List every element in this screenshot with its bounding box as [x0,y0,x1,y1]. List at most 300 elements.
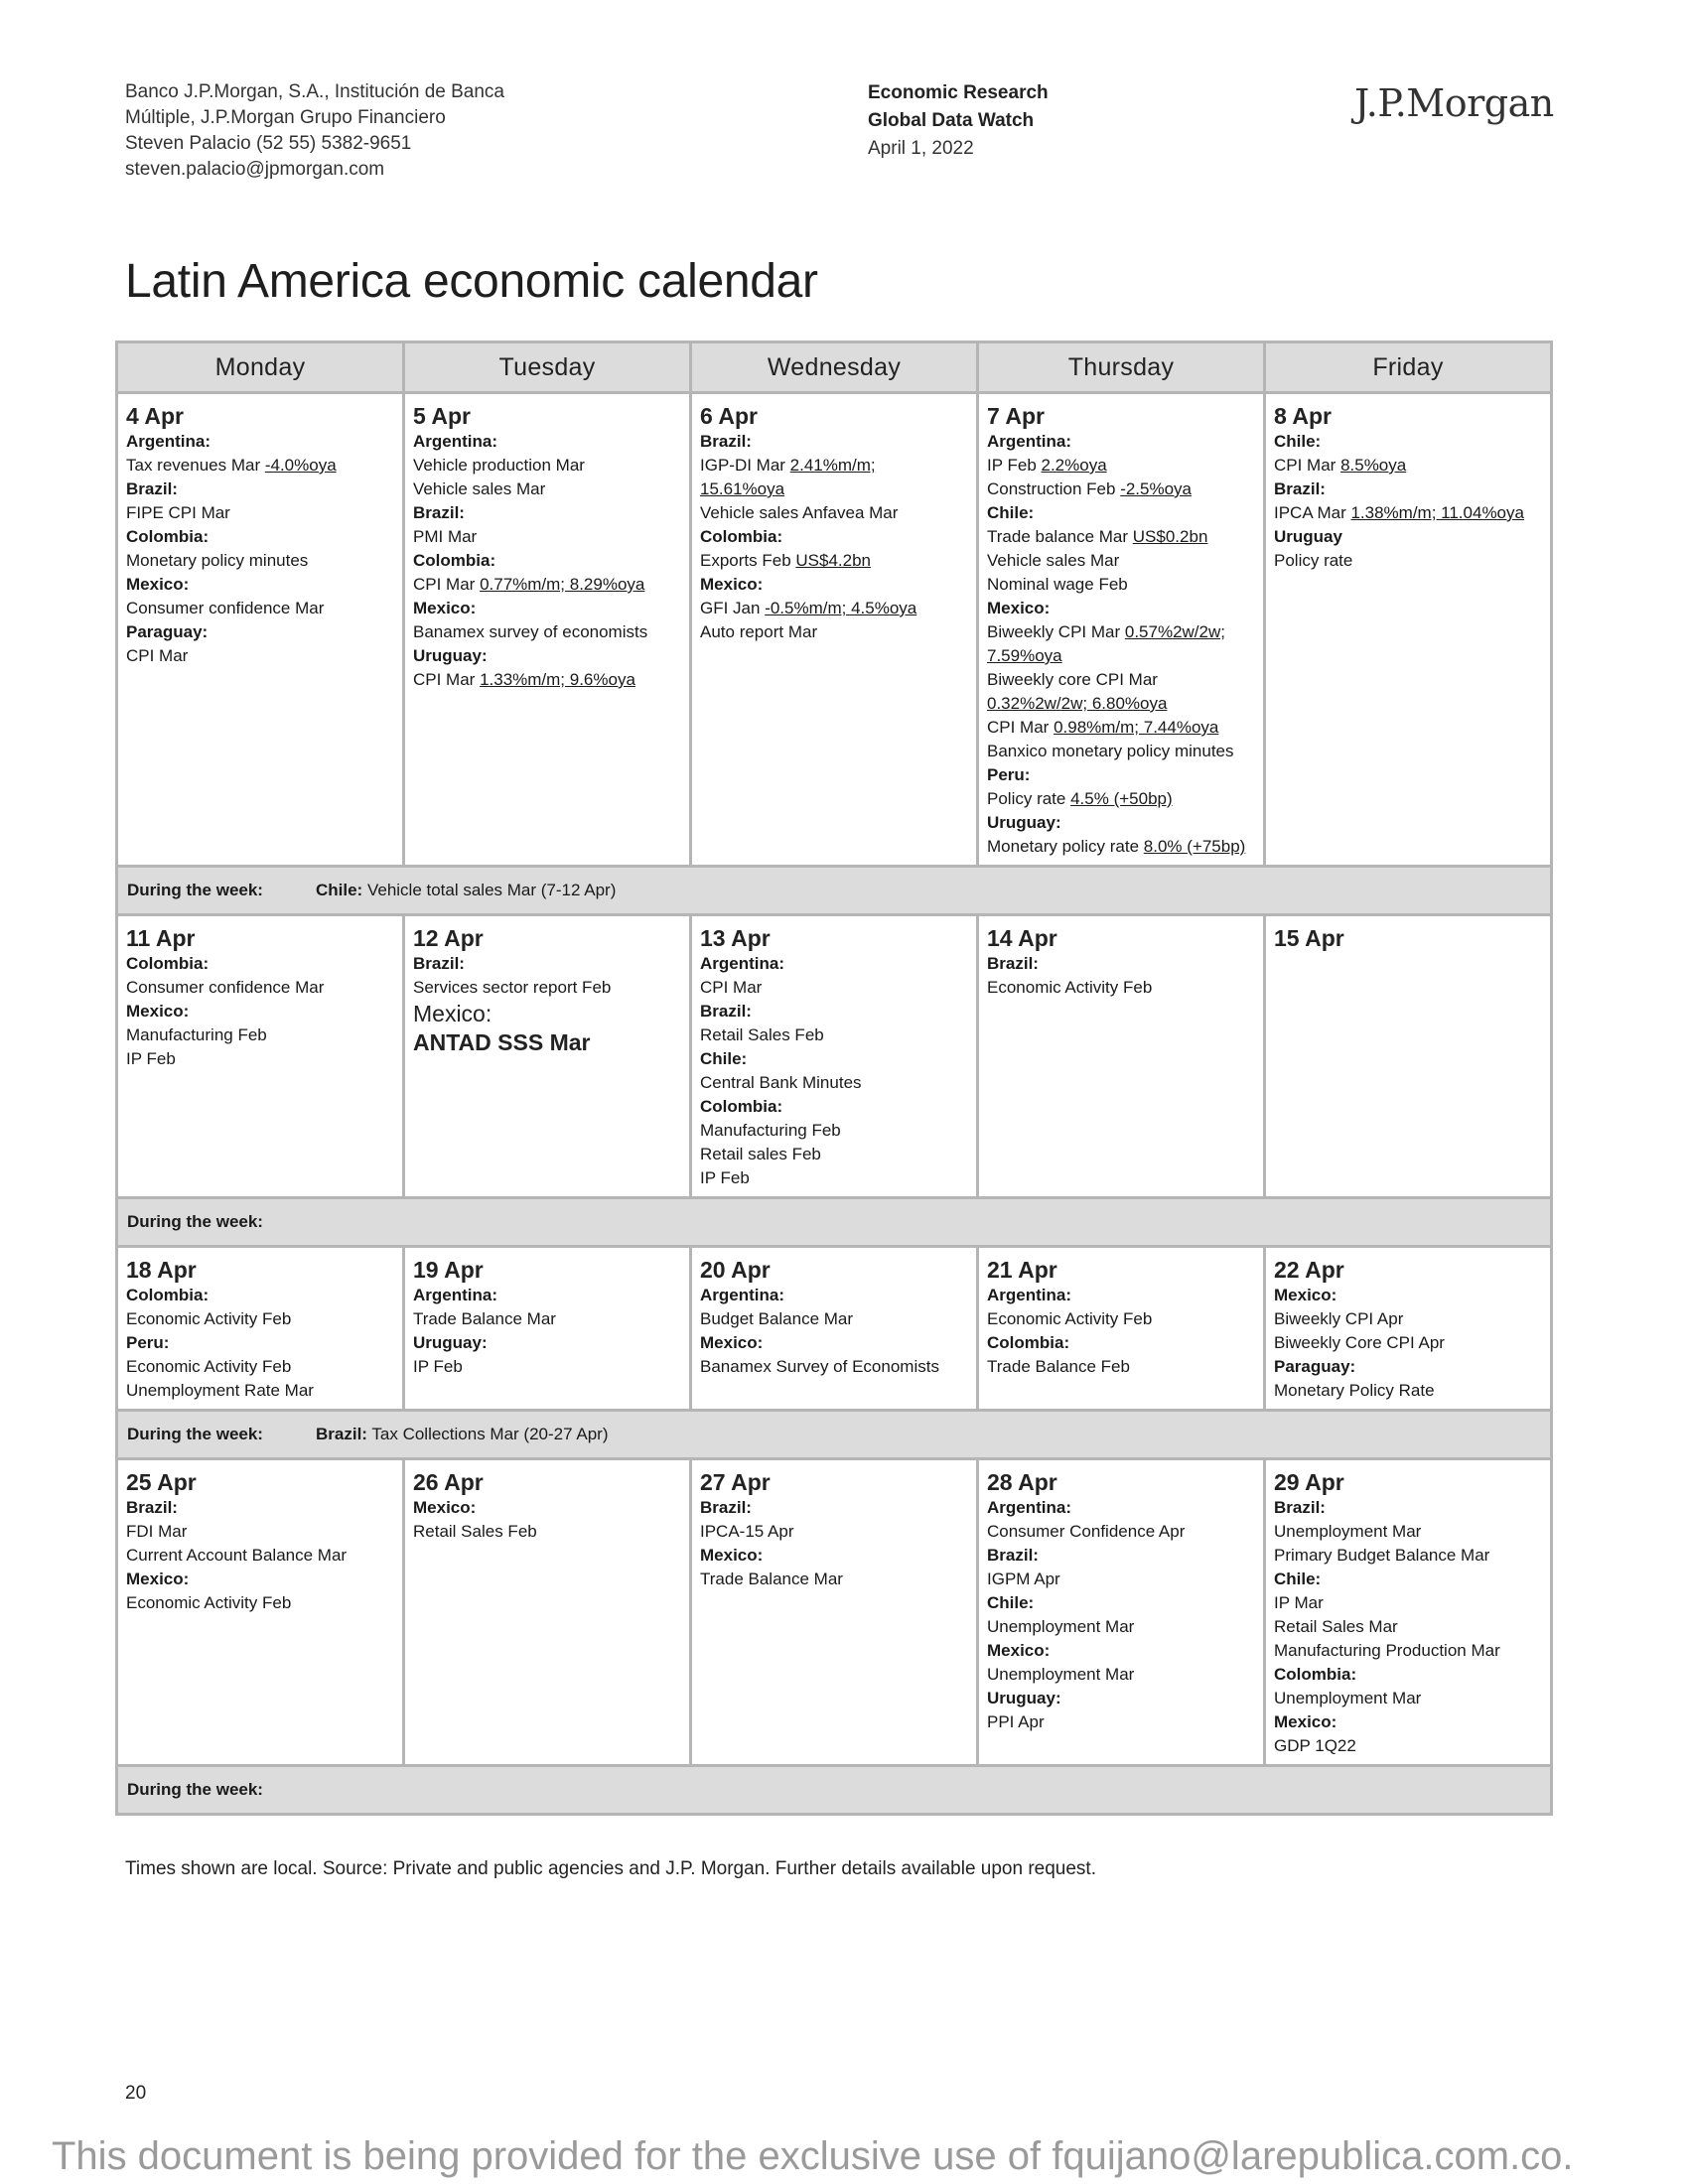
indicator-name: Policy rate [987,789,1071,808]
day-cell [979,916,1263,1196]
calendar-entry [1274,1307,1542,1331]
calendar-entry [700,454,968,478]
indicator-name: CPI Mar [700,978,763,997]
during-week-cell [118,1412,1550,1457]
indicator-name: FIPE CPI Mar [126,503,230,522]
during-week-text: Vehicle total sales Mar (7-12 Apr) [362,881,617,899]
during-week-country: Brazil: [316,1425,367,1443]
day-cell [979,1460,1263,1764]
day-cell-content [692,1460,976,1597]
calendar-entry-large: Mexico: [413,1001,492,1026]
calendar-entry [700,597,968,620]
day-cell-content [979,1248,1263,1385]
calendar-entry [126,1520,394,1544]
day-cell [692,916,976,1196]
jpmorgan-logo: J.P.Morgan [1354,81,1554,125]
indicator-value: 1.38%m/m; 11.04%oya [1350,503,1524,522]
during-week-row [118,1412,1550,1457]
calendar-entry [413,976,681,1000]
country-label: Colombia: [987,1333,1070,1352]
indicator-name: CPI Mar [1274,456,1341,475]
calendar-entry [987,787,1255,811]
country-label: Peru: [987,765,1031,784]
country-label: Colombia: [413,551,496,570]
date-label: 22 Apr [1274,1257,1344,1283]
country-label: Uruguay [1274,527,1342,546]
indicator-value: 1.33%m/m; 9.6%oya [480,670,635,689]
day-cell [692,1460,976,1764]
country-label: Argentina: [987,1498,1071,1517]
day-cell-content [1266,1248,1550,1409]
calendar-entry [126,1544,394,1568]
indicator-name: Vehicle sales Anfavea Mar [700,503,899,522]
country-label: Brazil: [1274,1498,1326,1517]
date-label: 8 Apr [1274,403,1332,429]
calendar-entry [413,525,681,549]
country-label: Colombia: [126,1286,210,1304]
calendar-entry [1274,501,1542,525]
country-label: Argentina: [126,432,211,451]
date-label: 29 Apr [1274,1469,1344,1495]
date-label: 14 Apr [987,925,1057,951]
week-row [118,1460,1550,1764]
calendar-entry [700,1024,968,1047]
calendar-entry [987,692,1255,716]
calendar-entry [987,549,1255,573]
country-label: Uruguay: [413,1333,488,1352]
indicator-name: IP Feb [126,1049,176,1068]
indicator-name: Biweekly Core CPI Apr [1274,1333,1445,1352]
indicator-name: Economic Activity Feb [126,1309,292,1328]
date-label: 26 Apr [413,1469,484,1495]
indicator-name: Biweekly CPI Mar [987,622,1125,641]
indicator-name: Monetary policy minutes [126,551,309,570]
day-cell [118,394,402,865]
calendar-entry [413,1355,681,1379]
country-label: Mexico: [700,575,764,594]
calendar-entry [700,1166,968,1190]
calendar-entry [1274,1639,1542,1663]
calendar-entry [700,1355,968,1379]
country-label: Uruguay: [987,813,1061,832]
day-cell [979,1248,1263,1409]
day-header-row [118,343,1550,391]
indicator-name: Retail Sales Feb [700,1025,824,1044]
day-header: Friday [1266,343,1550,391]
indicator-value: 0.77%m/m; 8.29%oya [480,575,645,594]
calendar-entry [126,549,394,573]
calendar-entry [987,478,1255,501]
calendar-entry [987,1307,1255,1331]
indicator-name: Current Account Balance Mar [126,1546,348,1565]
country-label: Argentina: [413,1286,497,1304]
day-cell-content [118,1460,402,1621]
during-week-content [118,1425,1550,1444]
indicator-name: Retail sales Feb [700,1145,821,1163]
indicator-name: Manufacturing Feb [700,1121,841,1140]
calendar-entry [987,1663,1255,1687]
day-cell [979,394,1263,865]
indicator-value: 0.57%2w/2w; [1124,622,1225,641]
calendar-entry [987,976,1255,1000]
day-cell-content [692,1248,976,1385]
calendar-entry [126,976,394,1000]
day-header: Monday [118,343,402,391]
indicator-name: Manufacturing Feb [126,1025,267,1044]
calendar-entry [987,835,1255,859]
day-header: Wednesday [692,343,976,391]
calendar-entry [1274,1520,1542,1544]
indicator-name: Economic Activity Feb [987,1309,1153,1328]
country-label: Mexico: [413,1498,477,1517]
indicator-name: Consumer confidence Mar [126,978,325,997]
calendar-entry [700,1307,968,1331]
day-cell-content [405,394,689,698]
indicator-value: 8.0% (+75bp) [1143,837,1246,856]
publication-block [868,79,1049,163]
indicator-name: Economic Activity Feb [126,1357,292,1376]
day-header: Thursday [979,343,1263,391]
indicator-name: Central Bank Minutes [700,1073,862,1092]
calendar-entry [987,573,1255,597]
indicator-name: Banxico monetary policy minutes [987,742,1234,760]
calendar-entry [413,1520,681,1544]
country-label: Brazil: [413,503,465,522]
indicator-name: Policy rate [1274,551,1353,570]
country-label: Brazil: [126,1498,178,1517]
calendar-entry [126,1379,394,1403]
during-week-label: During the week: [127,1212,263,1231]
author-block [125,79,504,183]
date-label: 15 Apr [1274,925,1344,951]
country-label: Argentina: [700,1286,784,1304]
during-week-content [118,881,1550,900]
calendar-entry [1274,1591,1542,1615]
country-label: Mexico: [1274,1712,1337,1731]
during-week-cell [118,1767,1550,1813]
indicator-name: GDP 1Q22 [1274,1736,1356,1755]
date-label: 25 Apr [126,1469,197,1495]
calendar-entry [126,501,394,525]
day-cell-content [979,916,1263,1006]
country-label: Brazil: [987,954,1039,973]
indicator-name: Monetary Policy Rate [1274,1381,1435,1400]
calendar-entry [126,1307,394,1331]
calendar-entry [126,1047,394,1071]
day-cell-content [405,1248,689,1385]
day-cell-content [979,394,1263,865]
calendar-entry [700,620,968,644]
calendar-entry [1274,454,1542,478]
calendar-entry [1274,549,1542,573]
publication-date: April 1, 2022 [868,138,974,159]
indicator-value: -4.0%oya [264,456,337,475]
author-email[interactable]: steven.palacio@jpmorgan.com [125,159,385,180]
indicator-value: -2.5%oya [1120,479,1193,498]
indicator-name: Banamex Survey of Economists [700,1357,939,1376]
indicator-name: FDI Mar [126,1522,188,1541]
country-label: Chile: [987,1593,1035,1612]
calendar-entry [987,525,1255,549]
page-title: Latin America economic calendar [125,255,818,308]
indicator-name: Trade Balance Mar [700,1570,843,1588]
calendar-entry [1274,1615,1542,1639]
during-week-label: During the week: [127,881,263,899]
indicator-name: Economic Activity Feb [126,1593,292,1612]
economic-calendar-table [115,341,1553,1816]
indicator-name: Retail Sales Mar [1274,1617,1398,1636]
calendar-entry [126,454,394,478]
author-line: Steven Palacio (52 55) 5382-9651 [125,133,412,154]
date-label: 6 Apr [700,403,758,429]
calendar-entry [413,1307,681,1331]
indicator-value: -0.5%m/m; 4.5%oya [765,599,917,617]
day-cell-content [979,1460,1263,1740]
country-label: Brazil: [700,1498,752,1517]
country-label: Paraguay: [126,622,209,641]
indicator-name: IP Mar [1274,1593,1324,1612]
calendar-entry [987,644,1255,668]
day-cell-content [1266,394,1550,579]
day-cell [405,1248,689,1409]
country-label: Mexico: [700,1546,764,1565]
indicator-name: Trade Balance Mar [413,1309,556,1328]
country-label: Mexico: [1274,1286,1337,1304]
author-line: Múltiple, J.P.Morgan Grupo Financiero [125,107,446,128]
indicator-value: 0.32%2w/2w; 6.80%oya [987,694,1168,713]
calendar-entry [700,1520,968,1544]
indicator-name: Primary Budget Balance Mar [1274,1546,1490,1565]
during-week-content [118,1780,1550,1800]
indicator-value: US$0.2bn [1132,527,1208,546]
calendar-entry [700,976,968,1000]
indicator-name: Trade balance Mar [987,527,1133,546]
country-label: Brazil: [700,1002,752,1021]
country-label: Chile: [700,1049,748,1068]
day-cell [1266,916,1550,1196]
indicator-name: IP Feb [413,1357,463,1376]
country-label: Brazil: [413,954,465,973]
date-label: 5 Apr [413,403,471,429]
indicator-value: 8.5%oya [1340,456,1407,475]
indicator-value: 0.98%m/m; 7.44%oya [1054,718,1219,737]
country-label: Uruguay: [987,1689,1061,1707]
during-week-content [118,1212,1550,1232]
date-label: 7 Apr [987,403,1045,429]
day-cell-content [405,1460,689,1550]
country-label: Mexico: [126,575,190,594]
indicator-name: IPCA-15 Apr [700,1522,794,1541]
date-label: 28 Apr [987,1469,1057,1495]
calendar-entry [987,620,1255,644]
calendar-entry [1274,1544,1542,1568]
indicator-name: IP Feb [987,456,1042,475]
day-cell-content [692,916,976,1196]
day-cell [405,1460,689,1764]
calendar-entry [413,668,681,692]
day-header: Tuesday [405,343,689,391]
day-cell-content [692,394,976,650]
country-label: Colombia: [700,527,783,546]
date-label: 21 Apr [987,1257,1057,1283]
country-label: Argentina: [987,1286,1071,1304]
calendar-entry [987,1520,1255,1544]
country-label: Chile: [1274,1570,1322,1588]
indicator-name: CPI Mar [413,575,481,594]
country-label: Mexico: [126,1570,190,1588]
country-label: Chile: [1274,432,1322,451]
calendar-entry [413,454,681,478]
calendar-entry [987,1710,1255,1734]
date-label: 18 Apr [126,1257,197,1283]
day-cell-content [118,916,402,1077]
week-row [118,394,1550,865]
country-label: Argentina: [987,432,1071,451]
during-week-label: During the week: [127,1425,263,1443]
indicator-name: Unemployment Mar [987,1617,1135,1636]
calendar-entry [700,1071,968,1095]
calendar-entry [987,454,1255,478]
indicator-name: Consumer confidence Mar [126,599,325,617]
date-label: 13 Apr [700,925,771,951]
indicator-name: IPCA Mar [1274,503,1351,522]
indicator-value: 4.5% (+50bp) [1070,789,1173,808]
indicator-name: Economic Activity Feb [987,978,1153,997]
indicator-name: IP Feb [700,1168,750,1187]
indicator-name: Retail Sales Feb [413,1522,537,1541]
calendar-entry [126,1591,394,1615]
country-label: Brazil: [1274,479,1326,498]
calendar-entry-large: ANTAD SSS Mar [413,1029,591,1055]
indicator-name: Biweekly core CPI Mar [987,670,1158,689]
day-cell [692,1248,976,1409]
indicator-value: 2.2%oya [1041,456,1107,475]
day-cell-content [118,1248,402,1409]
country-label: Argentina: [413,432,497,451]
indicator-value: 7.59%oya [987,646,1062,665]
indicator-name: Banamex survey of economists [413,622,648,641]
date-label: 19 Apr [413,1257,484,1283]
country-label: Colombia: [126,527,210,546]
page-number: 20 [125,2083,147,2104]
country-label: Paraguay: [1274,1357,1356,1376]
country-label: Brazil: [126,479,178,498]
calendar-entry [987,1568,1255,1591]
date-label: 20 Apr [700,1257,771,1283]
calendar-entry [700,501,968,525]
country-label: Mexico: [126,1002,190,1021]
calendar-entry [700,478,968,501]
usage-watermark: This document is being provided for the exclusive use of fquijano@larepublica.com.co. [52,2134,1574,2178]
calendar-entry [987,740,1255,763]
country-label: Brazil: [700,432,752,451]
calendar-entry [126,644,394,668]
indicator-name: Vehicle sales Mar [987,551,1120,570]
date-label: 4 Apr [126,403,184,429]
source-footnote: Times shown are local. Source: Private and public agencies and J.P. Morgan. Further details available upon request. [125,1858,1096,1879]
week-row [118,916,1550,1196]
during-week-row [118,868,1550,913]
day-cell-content [1266,916,1550,958]
calendar-entry [413,620,681,644]
indicator-value: 2.41%m/m; [789,456,876,475]
calendar-entry [700,1119,968,1143]
country-label: Uruguay: [413,646,488,665]
calendar-entry [987,716,1255,740]
country-label: Mexico: [413,599,477,617]
date-label: 27 Apr [700,1469,771,1495]
calendar-entry [1274,1734,1542,1758]
during-week-cell [118,868,1550,913]
indicator-name: CPI Mar [413,670,481,689]
day-cell [405,916,689,1196]
publication-name: Global Data Watch [868,110,1035,131]
indicator-name: IGP-DI Mar [700,456,790,475]
indicator-name: Unemployment Mar [987,1665,1135,1684]
author-line: Banco J.P.Morgan, S.A., Institución de Banca [125,81,504,102]
indicator-name: Monetary policy rate [987,837,1144,856]
during-week-row [118,1199,1550,1245]
day-cell [1266,1460,1550,1764]
day-cell-content [118,394,402,674]
country-label: Brazil: [987,1546,1039,1565]
calendar-entry [126,1355,394,1379]
during-week-row [118,1767,1550,1813]
indicator-name: Trade Balance Feb [987,1357,1130,1376]
calendar-entry [987,668,1255,692]
country-label: Colombia: [126,954,210,973]
indicator-name: Tax revenues Mar [126,456,265,475]
indicator-name: GFI Jan [700,599,766,617]
indicator-name: Vehicle production Mar [413,456,585,475]
indicator-name: Unemployment Rate Mar [126,1381,314,1400]
country-label: Argentina: [700,954,784,973]
day-cell [118,916,402,1196]
calendar-entry [126,597,394,620]
calendar-entry [1274,1687,1542,1710]
day-cell [1266,394,1550,865]
day-cell-content [1266,1460,1550,1764]
indicator-name: Consumer Confidence Apr [987,1522,1186,1541]
day-cell [405,394,689,865]
during-week-label: During the week: [127,1780,263,1799]
indicator-name: PMI Mar [413,527,478,546]
country-label: Mexico: [700,1333,764,1352]
day-cell [692,394,976,865]
day-cell [118,1460,402,1764]
calendar-entry [413,478,681,501]
date-label: 12 Apr [413,925,484,951]
indicator-name: CPI Mar [126,646,189,665]
indicator-name: Services sector report Feb [413,978,612,997]
indicator-name: PPI Apr [987,1712,1045,1731]
calendar-entry [1274,1379,1542,1403]
indicator-value: US$4.2bn [795,551,871,570]
calendar-entry [700,549,968,573]
during-week-text: Tax Collections Mar (20-27 Apr) [366,1425,609,1443]
indicator-value: 15.61%oya [700,479,785,498]
country-label: Mexico: [987,1641,1051,1660]
indicator-name: Construction Feb [987,479,1121,498]
calendar-entry [700,1568,968,1591]
during-week-country: Chile: [316,881,363,899]
indicator-name: Budget Balance Mar [700,1309,854,1328]
indicator-name: Auto report Mar [700,622,818,641]
department: Economic Research [868,82,1049,103]
indicator-name: Manufacturing Production Mar [1274,1641,1500,1660]
calendar-entry [987,1615,1255,1639]
country-label: Peru: [126,1333,170,1352]
